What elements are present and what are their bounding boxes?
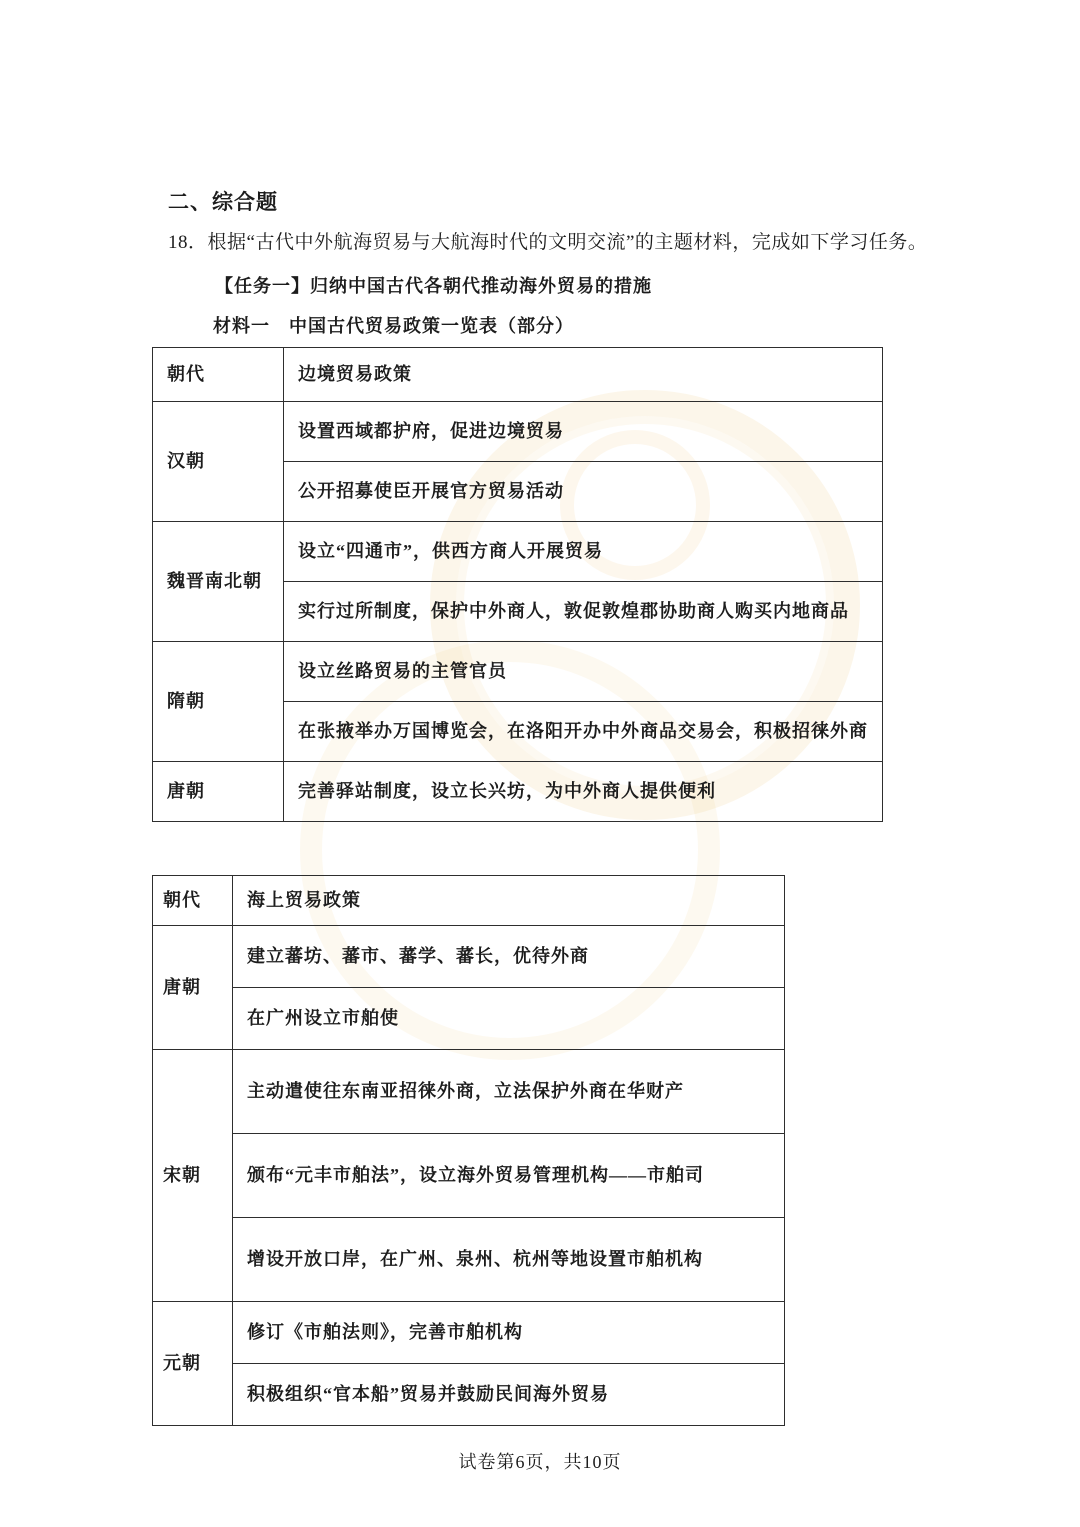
dynasty-cell: 宋朝 (153, 1050, 233, 1302)
border-trade-table (152, 347, 883, 822)
policy-cell: 颁布“元丰市舶法”，设立海外贸易管理机构——市舶司 (233, 1134, 785, 1218)
table-header-cell: 朝代 (153, 348, 284, 402)
table-header-row (153, 348, 883, 402)
policy-cell: 主动遣使往东南亚招徕外商，立法保护外商在华财产 (233, 1050, 785, 1134)
maritime-trade-table (152, 875, 785, 1426)
table-row (153, 988, 785, 1050)
task-one-heading: 【任务一】归纳中国古代各朝代推动海外贸易的措施 (215, 276, 652, 296)
question-text: 根据“古代中外航海贸易与大航海时代的文明交流”的主题材料，完成如下学习任务。 (207, 232, 928, 253)
dynasty-cell: 唐朝 (153, 926, 233, 1050)
table-row (153, 402, 883, 462)
question-18 (168, 227, 948, 254)
policy-cell: 积极组织“官本船”贸易并鼓励民间海外贸易 (233, 1364, 785, 1426)
table-row (153, 926, 785, 988)
table-row (153, 762, 883, 822)
dynasty-cell: 元朝 (153, 1302, 233, 1426)
table-row (153, 642, 883, 702)
table-row (153, 1050, 785, 1134)
policy-cell: 在广州设立市舶使 (233, 988, 785, 1050)
policy-cell: 增设开放口岸，在广州、泉州、杭州等地设置市舶机构 (233, 1218, 785, 1302)
section-heading: 二、综合题 (168, 190, 278, 214)
table-row (153, 1218, 785, 1302)
policy-cell: 建立蕃坊、蕃市、蕃学、蕃长，优待外商 (233, 926, 785, 988)
question-number: 18． (168, 232, 208, 253)
policy-cell: 公开招募使臣开展官方贸易活动 (284, 462, 883, 522)
policy-cell: 修订《市舶法则》，完善市舶机构 (233, 1302, 785, 1364)
page-footer: 试卷第6页，共10页 (458, 1452, 622, 1472)
table-header-cell: 朝代 (153, 876, 233, 926)
policy-cell: 设立丝路贸易的主管官员 (284, 642, 883, 702)
material-one-heading: 材料一 中国古代贸易政策一览表（部分） (213, 316, 574, 336)
policy-cell: 实行过所制度，保护中外商人，敦促敦煌郡协助商人购买内地商品 (284, 582, 883, 642)
table-row (153, 522, 883, 582)
table-header-cell: 海上贸易政策 (233, 876, 785, 926)
policy-cell: 设置西域都护府，促进边境贸易 (284, 402, 883, 462)
dynasty-cell: 魏晋南北朝 (153, 522, 284, 642)
policy-cell: 在张掖举办万国博览会，在洛阳开办中外商品交易会，积极招徕外商 (284, 702, 883, 762)
dynasty-cell: 唐朝 (153, 762, 284, 822)
table-row (153, 1364, 785, 1426)
dynasty-cell: 隋朝 (153, 642, 284, 762)
dynasty-cell: 汉朝 (153, 402, 284, 522)
table-row (153, 1302, 785, 1364)
table-row (153, 1134, 785, 1218)
policy-cell: 设立“四通市”，供西方商人开展贸易 (284, 522, 883, 582)
policy-cell: 完善驿站制度，设立长兴坊，为中外商人提供便利 (284, 762, 883, 822)
table-header-cell: 边境贸易政策 (284, 348, 883, 402)
table-header-row (153, 876, 785, 926)
